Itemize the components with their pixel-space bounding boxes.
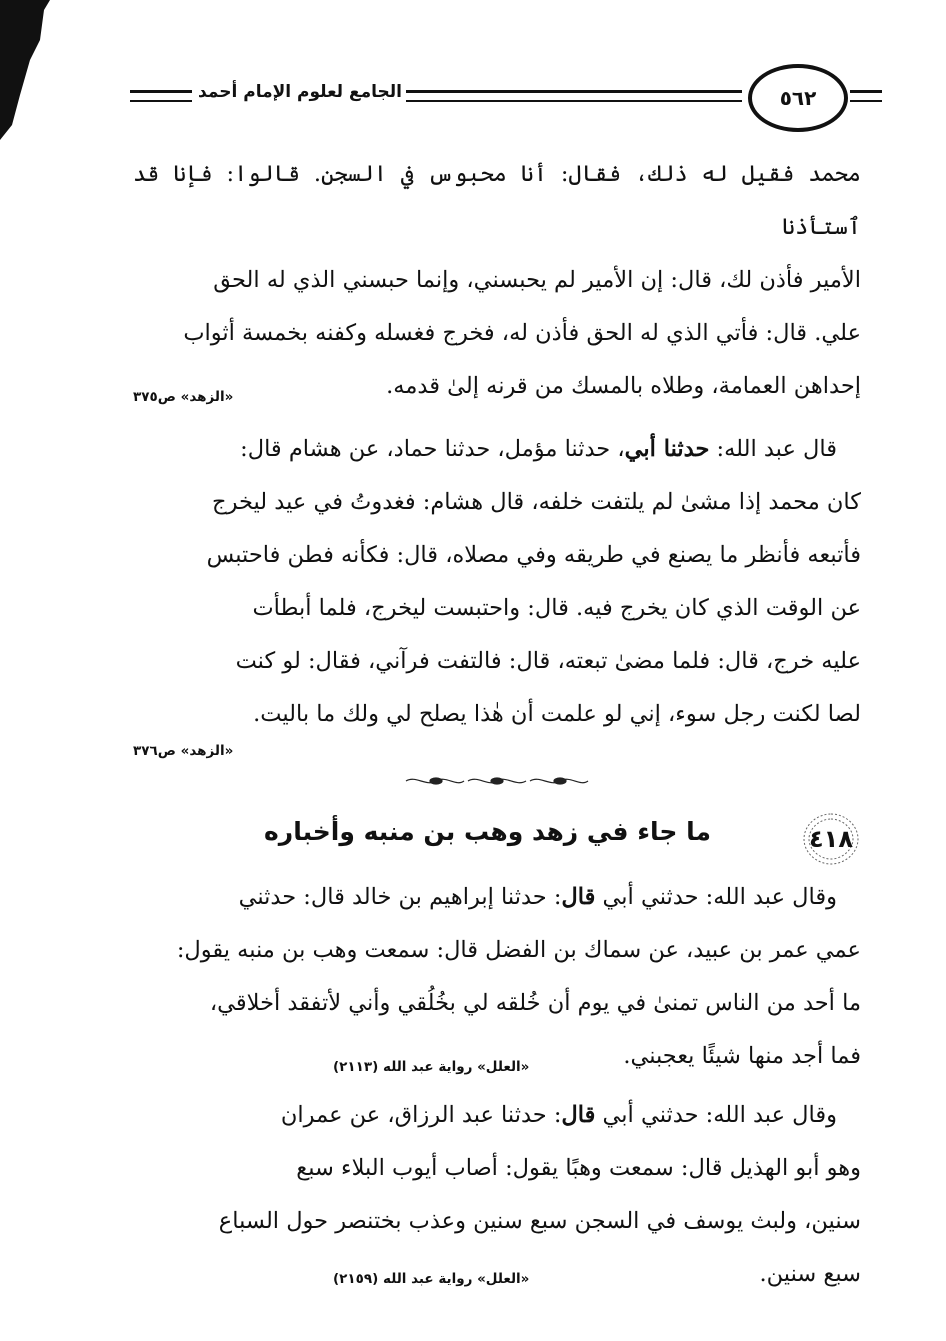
text-line: محمد فقيل له ذلك، فقال: أنا محبوس في السجن. قالوا: فإنا قد ٱستأذنا	[133, 161, 861, 240]
page-number: ٥٦٢	[779, 86, 817, 110]
source-citation-1: «الزهد» ص٣٧٥	[133, 389, 234, 405]
source-citation-2: «الزهد» ص٣٧٦	[133, 743, 234, 759]
paragraph-1	[133, 148, 861, 413]
text-line: الأمير فأذن لك، قال: إن الأمير لم يحبسني، وإنما حبسني الذي له الحق	[213, 267, 861, 293]
header-rule-middle	[406, 90, 742, 102]
section-divider-ornament	[133, 761, 861, 801]
page-header	[120, 58, 860, 138]
text-line: فأتبعه فأنظر ما يصنع في طريقه وفي مصلاه، قال: فكأنه فطن فاحتبس	[206, 542, 861, 568]
section-heading	[133, 807, 861, 871]
section-title: ما جاء في زهد وهب بن منبه وأخباره	[264, 817, 711, 846]
header-rule-left	[130, 90, 192, 102]
text-lead: وقال عبد الله: حدثني أبي	[595, 884, 837, 910]
text-line: وهو أبو الهذيل قال: سمعت وهبًا يقول: أصاب أيوب البلاء سبع	[296, 1155, 861, 1181]
text-line: كان محمد إذا مشىٰ لم يلتفت خلفه، قال هشام: فغدوتُ في عيد ليخرج	[212, 489, 861, 515]
running-title: الجامع لعلوم الإمام أحمد	[198, 82, 402, 102]
text-line: عن الوقت الذي كان يخرج فيه. قال: واحتبست ليخرج، فلما أبطأت	[252, 595, 861, 621]
text-lead: قال عبد الله:	[709, 436, 837, 462]
source-citation-4: «العلل» رواية عبد الله (٢١٥٩)	[333, 1271, 530, 1287]
section-number-badge	[801, 811, 861, 867]
page-body	[133, 148, 861, 1301]
text-line: عليه خرج، قال: فلما مضىٰ تبعته، قال: فالتفت فرآني، فقال: لو كنت	[235, 648, 861, 674]
ornament-icon	[402, 774, 592, 788]
section-number: ٤١٨	[809, 825, 853, 853]
paragraph-3	[133, 871, 861, 1083]
text-line: إحداهن العمامة، وطلاه بالمسك من قرنه إلىٰ قدمه.	[386, 373, 861, 399]
paragraph-3-text	[133, 871, 861, 1083]
text-line: ما أحد من الناس تمنىٰ في يوم أن خُلقه لي بخُلُقي وأني لأتفقد أخلاقي،	[209, 990, 861, 1016]
text-lead: وقال عبد الله: حدثني أبي	[595, 1102, 837, 1128]
source-citation-3: «العلل» رواية عبد الله (٢١١٣)	[333, 1059, 530, 1075]
text-line: علي. قال: فأتي الذي له الحق فأذن له، فخرج فغسله وكفنه بخمسة أثواب	[183, 320, 861, 346]
text-bold: حدثنا أبي	[624, 436, 710, 462]
text-line: سبع سنين.	[759, 1261, 861, 1287]
text-line: : حدثنا عبد الرزاق، عن عمران	[280, 1102, 562, 1128]
text-line: فما أجد منها شيئًا يعجبني.	[623, 1043, 861, 1069]
header-rule-right	[850, 90, 882, 102]
scan-edge-shadow	[0, 0, 50, 140]
text-bold: قال	[561, 884, 596, 910]
text-line: : حدثنا إبراهيم بن خالد قال: حدثني	[238, 884, 562, 910]
text-bold: قال	[561, 1102, 596, 1128]
text-line: لصا لكنت رجل سوء، إني لو علمت أن هٰذا يصلح لي ولك ما باليت.	[253, 701, 861, 727]
paragraph-1-text	[133, 148, 861, 413]
page-number-ring	[748, 64, 848, 132]
paragraph-4-text	[133, 1089, 861, 1301]
text-line: ، حدثنا مؤمل، حدثنا حماد، عن هشام قال:	[240, 436, 625, 462]
paragraph-4	[133, 1089, 861, 1301]
text-line: عمي عمر بن عبيد، عن سماك بن الفضل قال: سمعت وهب بن منبه يقول:	[176, 937, 861, 963]
text-line: سنين، ولبث يوسف في السجن سبع سنين وعذب بختنصر حول السباع	[218, 1208, 861, 1234]
paragraph-2	[133, 423, 861, 741]
